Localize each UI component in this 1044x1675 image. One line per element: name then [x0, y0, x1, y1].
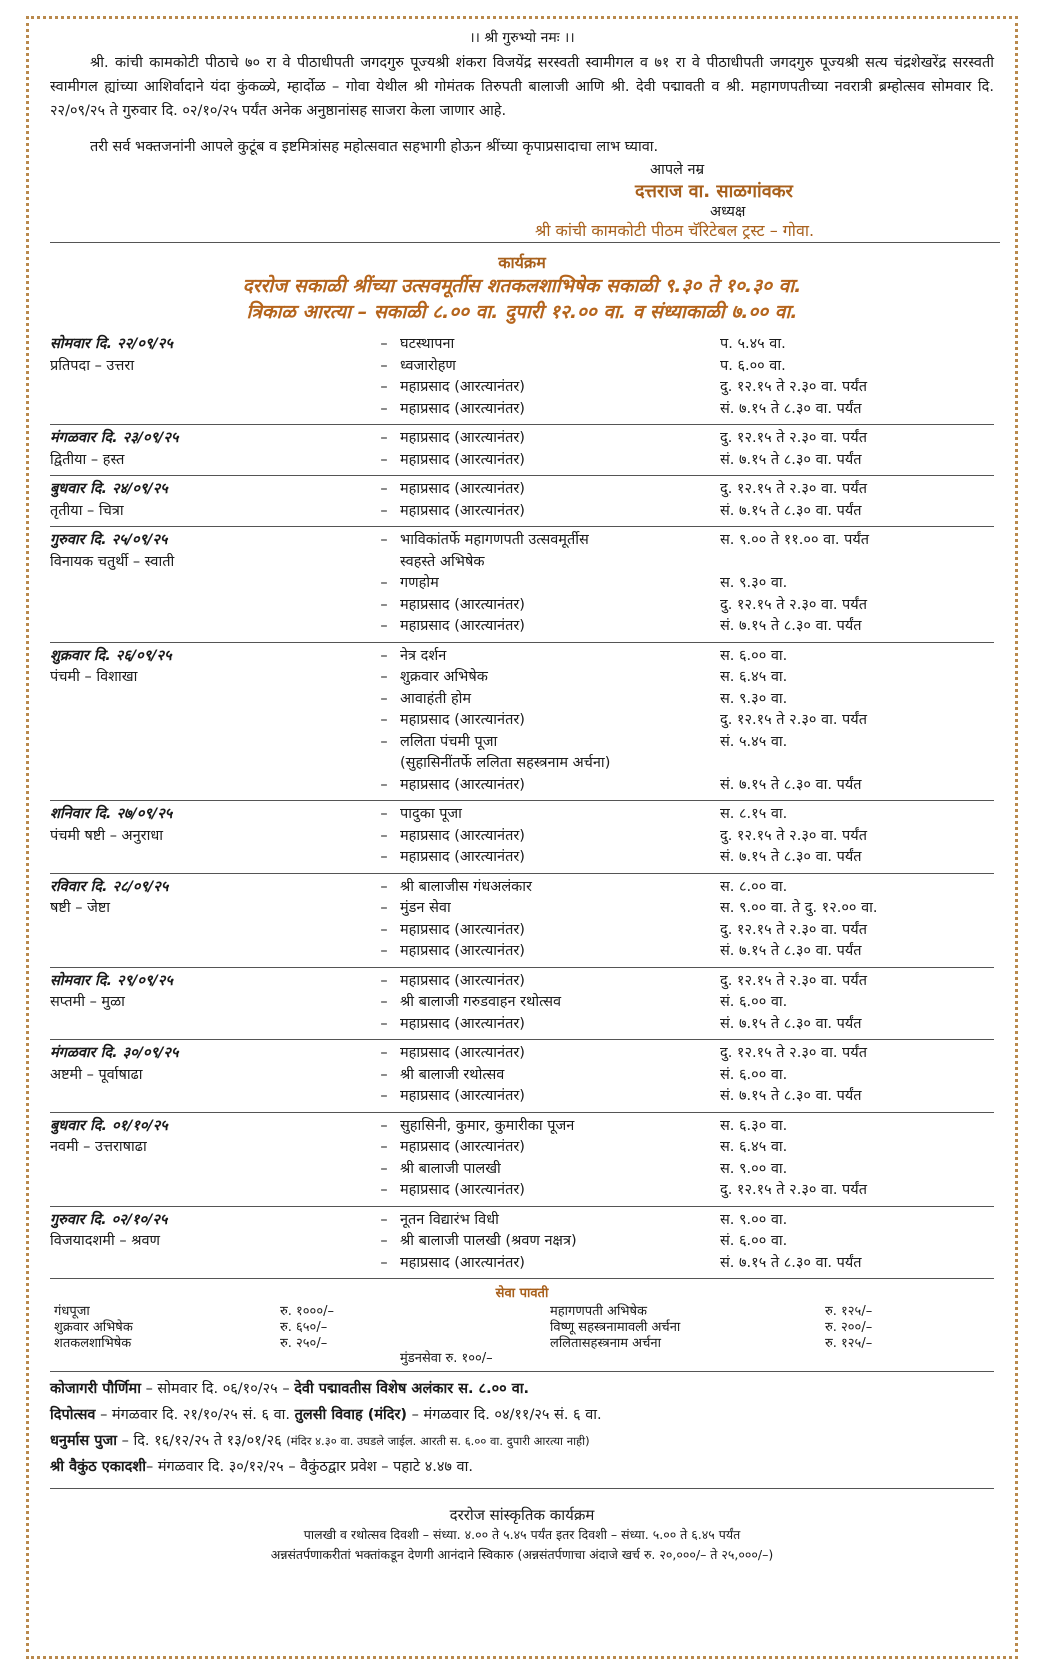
schedule-row	[50, 1014, 994, 1040]
dash-separator: –	[368, 399, 400, 425]
event-name: महाप्रसाद (आरत्यानंतर)	[400, 1180, 720, 1206]
tithi-label: अष्टमी – पूर्वाषाढा	[50, 1066, 143, 1083]
event-name: महाप्रसाद (आरत्यानंतर)	[400, 1014, 720, 1040]
day-label: बुधवार दि. २४/०९/२५	[50, 481, 168, 497]
day-cell	[50, 1014, 368, 1040]
dash-separator: –	[380, 357, 388, 374]
schedule-row	[50, 710, 994, 732]
day-label: सोमवार दि. २२/०९/२५	[50, 336, 173, 352]
event-time: स. ९.३० वा.	[720, 575, 788, 591]
dash-separator: –	[368, 1180, 400, 1206]
schedule-row	[50, 898, 994, 920]
day-cell	[50, 753, 368, 775]
schedule-row	[50, 1112, 994, 1137]
day-cell	[50, 377, 368, 399]
day-cell	[50, 1159, 368, 1181]
schedule-row	[50, 425, 994, 450]
day-label: सोमवार दि. २९/०९/२५	[50, 972, 173, 989]
seva-item-name: गंधपूजा	[54, 1304, 90, 1319]
event-name: मुंडन सेवा	[400, 900, 451, 916]
schedule-row	[50, 826, 994, 848]
event-time: स. ९.०० वा.	[720, 1160, 788, 1177]
schedule-row	[50, 595, 994, 617]
festival-date: – मंगळवार दि. ०४/११/२५ सं. ६ वा.	[407, 1407, 602, 1423]
event-time: स. ६.०० वा.	[720, 647, 788, 664]
invite-paragraph: तरी सर्व भक्तजनांनी आपले कुटूंब व इष्टमित्रांसह महोत्सवात सहभागी होऊन श्रींच्या कृपाप्रसादाचा लाभ घ्यावा.	[90, 139, 659, 155]
event-time: स. ६.३० वा.	[720, 1117, 788, 1134]
schedule-row	[50, 847, 994, 873]
festivals	[50, 1376, 994, 1480]
schedule-row	[50, 377, 994, 399]
event-time: स. ६.४५ वा.	[720, 1139, 788, 1155]
day-cell	[50, 941, 368, 967]
event-time: सं. ७.१५ ते ८.३० वा. पर्यंत	[720, 1253, 994, 1279]
event-time: सं. ७.१५ ते ८.३० वा. पर्यंत	[720, 941, 994, 967]
schedule-row	[50, 1065, 994, 1087]
event-time: सं. ५.४५ वा.	[720, 733, 788, 750]
day-cell	[50, 1086, 368, 1112]
festival-date: – सोमवार दि. ०६/१०/२५ –	[140, 1381, 295, 1397]
tithi-label: विजयादशमी – श्रवण	[50, 1233, 161, 1249]
day-cell	[50, 1253, 368, 1279]
schedule-row	[50, 552, 994, 574]
dash-separator: –	[368, 941, 400, 967]
schedule-row	[50, 1253, 994, 1279]
schedule-row	[50, 1137, 994, 1159]
seva-item-name: शुक्रवार अभिषेक	[54, 1320, 133, 1335]
seva-item-price: रु. २५०/–	[280, 1336, 328, 1351]
schedule-row	[50, 992, 994, 1014]
day-cell	[50, 775, 368, 801]
schedule-row	[50, 753, 994, 775]
signature-block	[50, 159, 994, 245]
event-time: दु. १२.१५ ते २.३० वा. पर्यंत	[720, 972, 867, 989]
event-time: दु. १२.१५ ते २.३० वा. पर्यंत	[720, 1180, 994, 1206]
schedule-row	[50, 1180, 994, 1206]
event-name: महाप्रसाद (आरत्यानंतर)	[400, 941, 720, 967]
event-name: नूतन विद्यारंभ विधी	[400, 1211, 499, 1228]
event-time: प. ६.०० वा.	[720, 357, 786, 374]
closing: आपले नम्र	[650, 162, 705, 178]
day-cell	[50, 1180, 368, 1206]
event-name: श्री बालाजीस गंधअलंकार	[400, 878, 532, 895]
event-time: दु. १२.१५ ते २.३० वा. पर्यंत	[720, 921, 867, 938]
seva-item-price: रु. १२५/–	[825, 1336, 873, 1351]
schedule-row	[50, 527, 994, 552]
mundan-seva: मुंडनसेवा रु. १००/–	[400, 1351, 493, 1366]
event-time: सं. ७.१५ ते ८.३० वा. पर्यंत	[720, 501, 994, 527]
intro-paragraph: श्री. कांची कामकोटी पीठाचे ७० रा वे पीठाधीपती जगदगुरु पूज्यश्री शंकरा विजयेंद्र सरस्वती स्वामीगल व ७१ रा वे पीठाधीपती जगदगुरु पूज्यश्री सत्य चंद्रशेखरेंद्र सरस्वती स्वामीगल ह्यांच्या आशिर्वादाने यंदा कुंकळ्ये, म्हार्दोळ – गोवा येथील श्री गोमंतक तिरुपती बालाजी आणि श्री. देवी पद्मावती व श्री. महागणपतीच्या नवरात्री ब्रम्होत्सव सोमवार दि. २२/०९/२५ ते गुरुवार दि. ०२/१०/२५ पर्यंत अनेक अनुष्ठानांसह साजरा केला जाणार आहे.	[50, 55, 994, 119]
culture-line-2: अन्नसंतर्पणाकरीतां भक्तांकडून देणगी आनंदाने स्विकारु (अन्नसंतर्पणाचा अंदाजे खर्च रु. २०,०००/– ते २५,०००/–)	[270, 1547, 774, 1562]
event-name: महाप्रसाद (आरत्यानंतर)	[400, 972, 525, 989]
tithi-label: तृतीया – चित्रा	[50, 501, 368, 527]
dash-separator: –	[368, 775, 400, 801]
event-time: स. ९.०० ते ११.०० वा. पर्यंत	[720, 532, 870, 548]
tithi-label: पंचमी षष्टी – अनुराधा	[50, 827, 164, 844]
event-name: महाप्रसाद (आरत्यानंतर)	[400, 481, 525, 497]
dash-separator: –	[380, 690, 388, 707]
festival-name: तुलसी विवाह (मंदिर)	[294, 1407, 408, 1423]
dash-separator: –	[380, 1211, 388, 1228]
dash-separator: –	[380, 972, 388, 989]
schedule-row	[50, 732, 994, 754]
event-name: महाप्रसाद (आरत्यानंतर)	[400, 1139, 525, 1155]
tithi-label: षष्टी – जेष्टा	[50, 900, 111, 916]
event-time: दु. १२.१५ ते २.३० वा. पर्यंत	[720, 827, 867, 844]
event-time: सं. ६.०० वा.	[720, 1066, 788, 1083]
schedule-row	[50, 476, 994, 501]
event-name: श्री बालाजी गरुडवाहन रथोत्सव	[400, 994, 562, 1010]
schedule-table	[50, 331, 994, 1279]
dash-separator: –	[380, 596, 388, 613]
event-name: महाप्रसाद (आरत्यानंतर)	[400, 596, 525, 613]
schedule-row	[50, 642, 994, 667]
tithi-label: प्रतिपदा – उत्तरा	[50, 357, 135, 374]
schedule-row	[50, 1206, 994, 1231]
day-label: गुरुवार दि. ०२/१०/२५	[50, 1211, 168, 1228]
schedule-row	[50, 573, 994, 595]
seva-item-name: शतकलशाभिषेक	[54, 1336, 132, 1351]
event-time: सं. ७.१५ ते ८.३० वा. पर्यंत	[720, 847, 994, 873]
dash-separator: –	[368, 1014, 400, 1040]
seva-item-name: विष्णू सहस्त्रनामावली अर्चना	[550, 1320, 681, 1335]
day-label: मंगळवार दि. २३/०९/२५	[50, 430, 179, 446]
seva-item-name: ललितासहस्त्रनाम अर्चना	[550, 1336, 661, 1351]
festival-dipotsav	[50, 1402, 994, 1428]
day-label: मंगळवार दि. ३०/०९/२५	[50, 1045, 179, 1061]
day-cell	[50, 710, 368, 732]
event-name: महाप्रसाद (आरत्यानंतर)	[400, 1253, 720, 1279]
festival-date: – मंगळवार दि. ३०/१२/२५ – वैकुंठद्वार प्रवेश – पहाटे ४.४७ वा.	[145, 1459, 473, 1475]
tithi-label: पंचमी – विशाखा	[50, 669, 138, 685]
dash-separator: –	[380, 878, 388, 895]
event-name: ललिता पंचमी पूजा	[400, 733, 498, 750]
event-name: महाप्रसाद (आरत्यानंतर)	[400, 450, 720, 476]
day-cell	[50, 616, 368, 642]
event-time: सं. ७.१५ ते ८.३० वा. पर्यंत	[720, 1014, 994, 1040]
event-time	[720, 753, 994, 775]
event-name: ध्वजारोहण	[400, 357, 456, 374]
day-cell	[50, 920, 368, 942]
event-name: महाप्रसाद (आरत्यानंतर)	[400, 1045, 525, 1061]
day-cell	[50, 732, 368, 754]
dash-separator	[368, 552, 400, 574]
schedule-row	[50, 775, 994, 801]
festival-name: धनुर्मास पुजा	[50, 1433, 117, 1449]
dash-separator: –	[380, 1045, 388, 1061]
signatory: दत्तराज वा. साळगांवकर	[635, 181, 793, 202]
event-name: महाप्रसाद (आरत्यानंतर)	[400, 501, 720, 527]
event-time: दु. १२.१५ ते २.३० वा. पर्यंत	[720, 379, 867, 395]
designation: अध्यक्ष	[710, 204, 746, 220]
dash-separator: –	[380, 1139, 388, 1155]
tithi-label: द्वितीया – हस्त	[50, 450, 368, 476]
divider	[50, 1488, 994, 1489]
seva-item-price: रु. ६५०/–	[280, 1320, 328, 1335]
event-time: सं. ७.१५ ते ८.३० वा. पर्यंत	[720, 616, 994, 642]
program-banner-1: दररोज सकाळी श्रींच्या उत्सवमूर्तीस शतकलशाभिषेक सकाळी ९.३० ते १०.३० वा.	[242, 275, 802, 297]
dash-separator: –	[380, 647, 388, 664]
dash-separator: –	[380, 575, 388, 591]
event-name: महाप्रसाद (आरत्यानंतर)	[400, 616, 720, 642]
event-time: दु. १२.१५ ते २.३० वा. पर्यंत	[720, 430, 867, 446]
event-name: (सुहासिनींतर्फे ललिता सहस्त्रनाम अर्चना)	[400, 755, 611, 771]
dash-separator: –	[380, 430, 388, 446]
dash-separator: –	[380, 379, 388, 395]
schedule-row	[50, 356, 994, 378]
dash-separator: –	[380, 1066, 388, 1083]
event-name: सुहासिनी, कुमार, कुमारीका पूजन	[400, 1117, 575, 1134]
divider	[50, 1371, 994, 1372]
dash-separator: –	[380, 900, 388, 916]
content	[50, 22, 994, 1565]
seva-title: सेवा पावती	[495, 1286, 549, 1301]
seva-item-name: महागणपती अभिषेक	[550, 1304, 647, 1319]
event-time: दु. १२.१५ ते २.३० वा. पर्यंत	[720, 596, 867, 613]
schedule-row	[50, 920, 994, 942]
tithi-label: सप्तमी – मुळा	[50, 994, 125, 1010]
day-label: शनिवार दि. २७/०९/२५	[50, 806, 173, 822]
dash-separator: –	[380, 806, 388, 822]
tithi-label: विनायक चतुर्थी – स्वाती	[50, 553, 175, 570]
event-time: प. ५.४५ वा.	[720, 336, 786, 352]
day-label: बुधवार दि. ०१/१०/२५	[50, 1117, 168, 1134]
schedule-row	[50, 1040, 994, 1065]
dash-separator: –	[380, 712, 388, 728]
schedule-row	[50, 501, 994, 527]
event-time: सं. ६.०० वा.	[720, 994, 788, 1010]
dash-separator: –	[380, 1160, 388, 1177]
event-name: महाप्रसाद (आरत्यानंतर)	[400, 430, 525, 446]
event-name: शुक्रवार अभिषेक	[400, 669, 488, 685]
schedule-row	[50, 967, 994, 992]
festival-date: – मंगळवार दि. २१/१०/२५ सं. ६ वा.	[95, 1407, 295, 1423]
schedule-row	[50, 667, 994, 689]
trust-name: श्री कांची कामकोटी पीठम चॅरिटेबल ट्रस्ट – गोवा.	[535, 221, 815, 240]
day-label: शुक्रवार दि. २६/०९/२५	[50, 647, 172, 664]
dash-separator	[368, 753, 400, 775]
dash-separator: –	[380, 532, 388, 548]
seva-item-price: रु. २००/–	[825, 1320, 873, 1335]
dash-separator: –	[368, 1253, 400, 1279]
festival-extra: देवी पद्मावतीस विशेष अलंकार स. ८.०० वा.	[294, 1381, 530, 1397]
event-time: स. ८.१५ वा.	[720, 806, 788, 822]
day-label: गुरुवार दि. २५/०९/२५	[50, 532, 168, 548]
schedule-row	[50, 616, 994, 642]
festival-vaikuntha	[50, 1454, 994, 1480]
schedule-row	[50, 331, 994, 356]
dash-separator: –	[380, 669, 388, 685]
festival-note: (मंदिर ४.३० वा. उघडले जाईल. आरती स. ६.०० वा. दुपारी आरत्या नाही)	[286, 1434, 590, 1448]
event-time: दु. १२.१५ ते २.३० वा. पर्यंत	[720, 481, 867, 497]
seva-item-price: रु. १०००/–	[280, 1304, 334, 1319]
festival-date: – दि. १६/१२/२५ ते १३/०१/२६	[117, 1433, 287, 1449]
dash-separator: –	[380, 921, 388, 938]
event-time: दु. १२.१५ ते २.३० वा. पर्यंत	[720, 1045, 867, 1061]
dash-separator: –	[380, 733, 388, 750]
event-time: स. ९.०० वा.	[720, 1211, 788, 1228]
event-time: सं. ७.१५ ते ८.३० वा. पर्यंत	[720, 1086, 994, 1112]
day-cell	[50, 595, 368, 617]
dash-separator: –	[368, 616, 400, 642]
schedule-row	[50, 1159, 994, 1181]
event-name: घटस्थापना	[400, 336, 455, 352]
dash-separator: –	[380, 481, 388, 497]
dash-separator: –	[368, 847, 400, 873]
seva-item-price: रु. १२५/–	[825, 1304, 873, 1319]
dash-separator: –	[380, 336, 388, 352]
schedule-row	[50, 450, 994, 476]
event-name: भाविकांतर्फे महागणपती उत्सवमूर्तीस	[400, 532, 589, 548]
invocation: ।। श्री गुरुभ्यो नमः ।।	[469, 30, 575, 46]
event-time: स. ६.४५ वा.	[720, 669, 788, 685]
day-cell	[50, 399, 368, 425]
schedule-row	[50, 873, 994, 898]
festival-kojagiri	[50, 1376, 994, 1402]
divider	[50, 242, 1000, 243]
festival-name: श्री वैकुंठ एकादशी	[50, 1459, 146, 1475]
tithi-label: नवमी – उत्तराषाढा	[50, 1139, 147, 1155]
event-time: स. ८.०० वा.	[720, 878, 788, 895]
event-time: सं. ७.१५ ते ८.३० वा. पर्यंत	[720, 399, 994, 425]
event-time: दु. १२.१५ ते २.३० वा. पर्यंत	[720, 712, 867, 728]
day-cell	[50, 689, 368, 711]
event-name: पादुका पूजा	[400, 806, 462, 822]
dash-separator: –	[380, 994, 388, 1010]
dash-separator: –	[380, 827, 388, 844]
culture-title: दररोज सांस्कृतिक कार्यक्रम	[449, 1506, 595, 1524]
event-name: महाप्रसाद (आरत्यानंतर)	[400, 399, 720, 425]
festival-name: दिपोत्सव	[50, 1407, 96, 1423]
event-name: आवाहंती होम	[400, 690, 472, 707]
dash-separator: –	[368, 501, 400, 527]
schedule-row	[50, 1231, 994, 1253]
dash-separator: –	[380, 1233, 388, 1249]
dash-separator: –	[368, 450, 400, 476]
event-name: महाप्रसाद (आरत्यानंतर)	[400, 827, 525, 844]
festival-name: कोजागरी पौर्णिमा	[50, 1381, 141, 1397]
event-time: स. ९.०० वा. ते दु. १२.०० वा.	[720, 900, 878, 916]
event-time: सं. ७.१५ ते ८.३० वा. पर्यंत	[720, 775, 994, 801]
event-time: स. ९.३० वा.	[720, 690, 788, 707]
event-name: श्री बालाजी पालखी	[400, 1160, 501, 1177]
program-title: कार्यक्रम	[498, 253, 546, 272]
event-name: श्री बालाजी पालखी (श्रवण नक्षत्र)	[400, 1233, 577, 1249]
festival-dhanurmas	[50, 1428, 994, 1454]
event-time: सं. ६.०० वा.	[720, 1233, 788, 1249]
schedule-row	[50, 1086, 994, 1112]
event-name: महाप्रसाद (आरत्यानंतर)	[400, 775, 720, 801]
event-name: स्वहस्ते अभिषेक	[400, 553, 485, 570]
day-cell	[50, 573, 368, 595]
schedule-row	[50, 399, 994, 425]
schedule-row	[50, 941, 994, 967]
event-name: महाप्रसाद (आरत्यानंतर)	[400, 1086, 720, 1112]
event-name: श्री बालाजी रथोत्सव	[400, 1066, 505, 1083]
schedule-row	[50, 689, 994, 711]
dash-separator: –	[380, 1117, 388, 1134]
culture-line-1: पालखी व रथोत्सव दिवशी – संध्या. ४.०० ते ५.४५ पर्यंत इतर दिवशी – संध्या. ५.०० ते ६.४५ पर्यंत	[303, 1527, 741, 1542]
schedule-row	[50, 801, 994, 826]
event-name: गणहोम	[400, 575, 439, 591]
event-name: महाप्रसाद (आरत्यानंतर)	[400, 921, 525, 938]
event-time	[720, 552, 994, 574]
day-cell	[50, 847, 368, 873]
program-banner-2: त्रिकाळ आरत्या – सकाळी ८.०० वा. दुपारी १२.०० वा. व संध्याकाळी ७.०० वा.	[246, 301, 798, 323]
event-name: नेत्र दर्शन	[400, 647, 447, 664]
event-name: महाप्रसाद (आरत्यानंतर)	[400, 379, 525, 395]
event-name: महाप्रसाद (आरत्यानंतर)	[400, 847, 720, 873]
seva-list	[50, 1301, 994, 1366]
day-label: रविवार दि. २८/०९/२५	[50, 878, 169, 895]
event-time: सं. ७.१५ ते ८.३० वा. पर्यंत	[720, 450, 994, 476]
dash-separator: –	[368, 1086, 400, 1112]
event-name: महाप्रसाद (आरत्यानंतर)	[400, 712, 525, 728]
